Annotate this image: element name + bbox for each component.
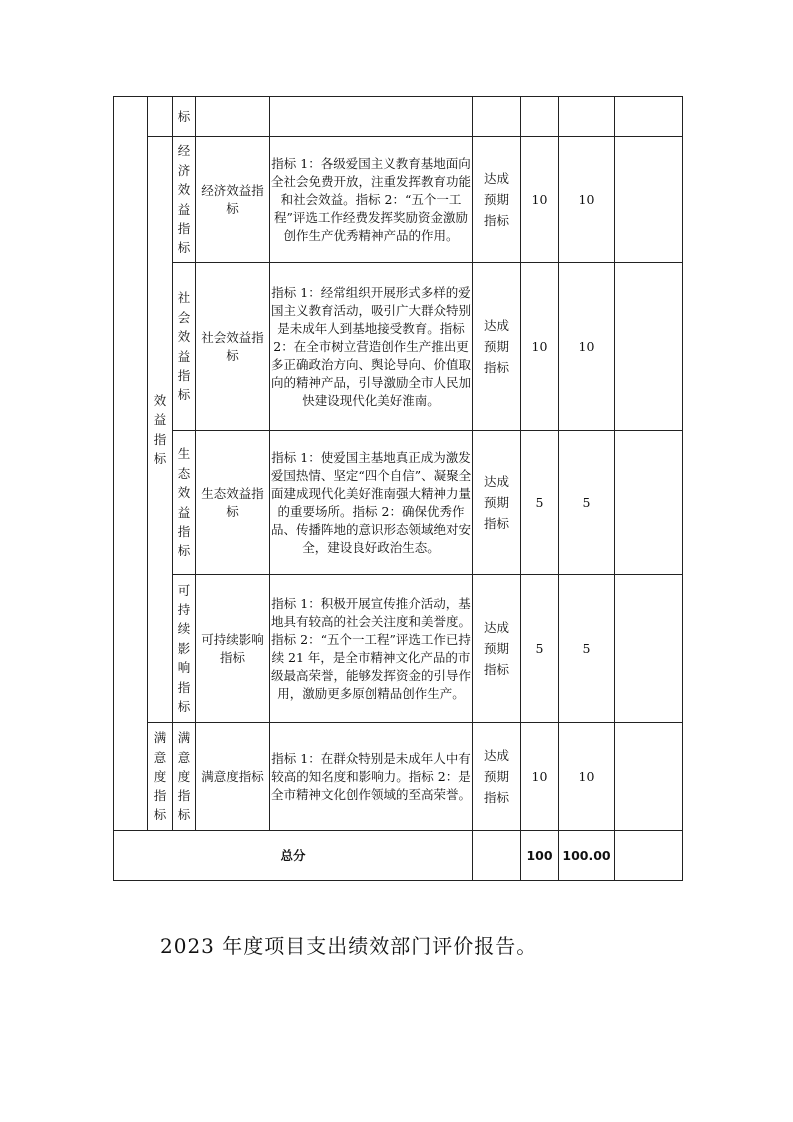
- cell-evaluation: 达成预期指标: [473, 431, 521, 575]
- cell-blank: [615, 263, 683, 431]
- cell-evaluation: 达成预期指标: [473, 263, 521, 431]
- cell-score: 5: [559, 431, 615, 575]
- table-row: [114, 431, 683, 575]
- report-caption: 2023 年度项目支出绩效部门评价报告。: [160, 934, 538, 958]
- cell-description: 指标 1：各级爱国主义教育基地面向全社会免费开放，注重发挥教育功能和社会效益。指标 2：“五个一工程”评选工作经费发挥奖励资金激励创作生产优秀精神产品的作用。: [270, 137, 473, 263]
- cell-description: 指标 1：经常组织开展形式多样的爱国主义教育活动，吸引广大群众特别是未成年人到基地接受教育。指标 2：在全市树立营造创作生产推出更多正确政治方向、舆论导向、价值取向的精神产品，引导激励全市人民加快建设现代化美好淮南。: [270, 263, 473, 431]
- cell-blank: [615, 723, 683, 831]
- cell-level3: 经济效益指标: [196, 137, 270, 263]
- table-row: [114, 263, 683, 431]
- cell-blank: [559, 97, 615, 137]
- cell-description: 指标 1：积极开展宣传推介活动，基地具有较高的社会关注度和美誉度。指标 2：“五个一工程”评选工作已持续 21 年，是全市精神文化产品的市级最高荣誉，能够发挥资金的引导作用，激励更多原创精品创作生产。: [270, 575, 473, 723]
- cell-evaluation: 达成预期指标: [473, 575, 521, 723]
- cell-level1-benefit: 效益指标: [148, 137, 173, 723]
- cell-total-weight: 100: [521, 831, 559, 881]
- cell-level3: 生态效益指标: [196, 431, 270, 575]
- cell-blank: [196, 97, 270, 137]
- cell-weight: 10: [521, 723, 559, 831]
- total-row: [114, 831, 683, 881]
- cell-blank: [148, 97, 173, 137]
- cell-score: 5: [559, 575, 615, 723]
- cell-total-label: 总分: [114, 831, 473, 881]
- cell-evaluation: 达成预期指标: [473, 723, 521, 831]
- cell-blank: [473, 97, 521, 137]
- cell-level3: 满意度指标: [196, 723, 270, 831]
- cell-blank: [615, 575, 683, 723]
- table-row: [114, 723, 683, 831]
- cell-level2: 经济效益指标: [173, 137, 196, 263]
- cell-description: 指标 1：使爱国主基地真正成为激发爱国热情、坚定“四个自信”、凝聚全面建成现代化美好淮南强大精神力量的重要场所。指标 2：确保优秀作品、传播阵地的意识形态领域绝对安全，建设良好政治生态。: [270, 431, 473, 575]
- cell-description: 指标 1：在群众特别是未成年人中有较高的知名度和影响力。指标 2：是全市精神文化创作领域的至高荣誉。: [270, 723, 473, 831]
- cell-level2: 满意度指标: [173, 723, 196, 831]
- cell-level3: 可持续影响指标: [196, 575, 270, 723]
- cell-level1-satisfaction: 满意度指标: [148, 723, 173, 831]
- cell-score: 10: [559, 263, 615, 431]
- cell-weight: 10: [521, 137, 559, 263]
- cell-level3-tail: 标: [173, 97, 196, 137]
- cell-score: 10: [559, 137, 615, 263]
- cell-blank: [615, 137, 683, 263]
- cell-weight: 5: [521, 575, 559, 723]
- cell-level2: 生态效益指标: [173, 431, 196, 575]
- table-row: [114, 575, 683, 723]
- cell-score: 10: [559, 723, 615, 831]
- performance-table: [113, 96, 683, 881]
- cell-weight: 10: [521, 263, 559, 431]
- cell-level0-blank: [114, 97, 148, 831]
- cell-total-score: 100.00: [559, 831, 615, 881]
- table-row: [114, 97, 683, 137]
- cell-level3: 社会效益指标: [196, 263, 270, 431]
- cell-level2: 社会效益指标: [173, 263, 196, 431]
- cell-weight: 5: [521, 431, 559, 575]
- cell-level2: 可持续影响指标: [173, 575, 196, 723]
- cell-evaluation: 达成预期指标: [473, 137, 521, 263]
- table-row: [114, 137, 683, 263]
- cell-blank: [615, 431, 683, 575]
- cell-blank: [521, 97, 559, 137]
- cell-blank: [270, 97, 473, 137]
- cell-blank: [473, 831, 521, 881]
- cell-blank: [615, 97, 683, 137]
- cell-blank: [615, 831, 683, 881]
